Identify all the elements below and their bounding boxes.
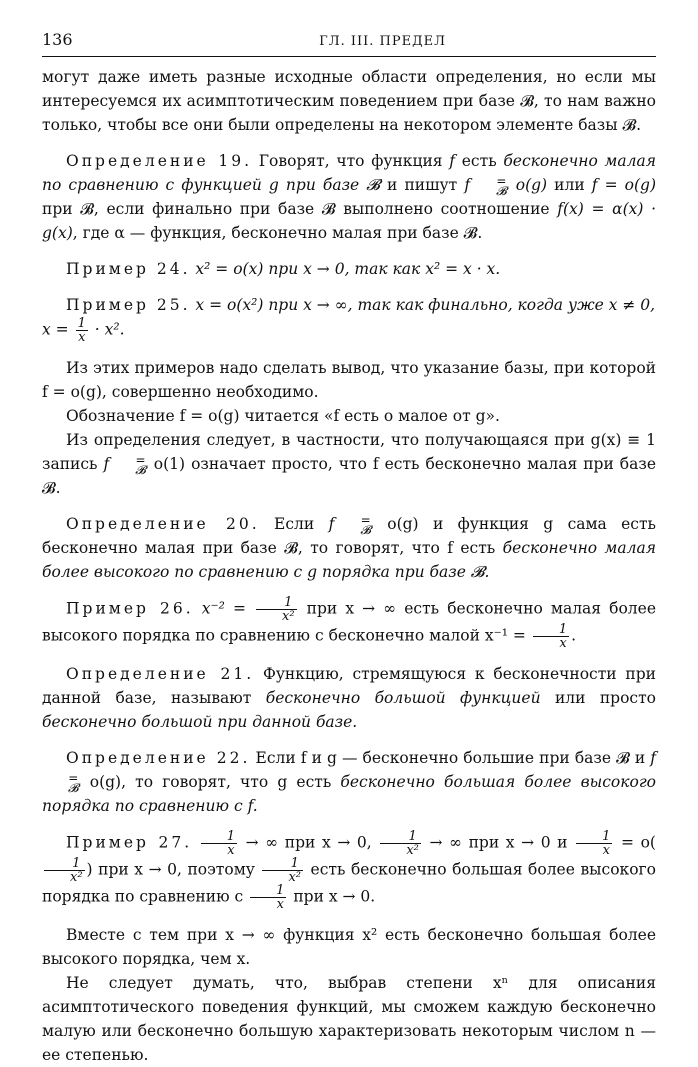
equals-under-base: = 𝓑 bbox=[135, 453, 146, 477]
fraction: $\frac{1}{\text{x²}}$ bbox=[262, 857, 303, 884]
fraction: $\frac{1}{x}$ bbox=[201, 830, 237, 857]
definition-20: Определение 20. Если f = 𝓑 o(g) и функция g сама есть бесконечно малая при базе 𝓑, то говорят, что f есть бесконечно малая более высокого по сравнению с g порядка при базе 𝓑. bbox=[42, 513, 656, 581]
paragraph-definition-consequence: Из определения следует, в частности, что получающаяся при g(x) ≡ 1 запись f = 𝓑 o(1) означает просто, что f есть бесконечно малая при базе 𝓑. bbox=[42, 431, 656, 497]
paragraph-continuation: могут даже иметь разные исходные области определения, но если мы интересуемся их асимптотическим поведением при базе 𝓑, то нам важно только, чтобы все они были определены на некотором элементе базы 𝓑. bbox=[42, 68, 656, 134]
equals-under-base: = 𝓑 bbox=[496, 174, 507, 198]
definition-label: Определение 19. bbox=[66, 152, 253, 170]
definition-term: бесконечно малая по сравнению с функцией g при базе 𝓑 bbox=[42, 152, 656, 194]
fraction: $\frac{1}{x}$ bbox=[250, 884, 286, 911]
fraction: $\frac{1}{\text{x²}}$ bbox=[44, 857, 85, 884]
equals-under-base: = 𝓑 bbox=[360, 513, 371, 537]
definition-19: Определение 19. Говорят, что функция f есть бесконечно малая по сравнению с функцией g при базе 𝓑 и пишут f = 𝓑 o(g) или f = o(g) при 𝓑, если финально при базе 𝓑 выполнено соотношение f(x) = α(x) · g(x), где α — функция, бесконечно малая при базе 𝓑. bbox=[42, 152, 657, 242]
fraction: $\frac{1}{x}$ bbox=[77, 316, 86, 345]
example-25-formula: x = $\frac{1}{x}$ · x². bbox=[42, 316, 125, 345]
definition-label: Определение 20. bbox=[66, 515, 260, 533]
paragraph-last: Не следует думать, что, выбрав степени xⁿ для описания асимптотического поведения функций, мы сможем каждую бесконечно малую или бесконечно большую характеризовать некоторым числом n — ее степенью. bbox=[42, 974, 656, 1064]
page-header bbox=[42, 28, 656, 56]
book-page bbox=[42, 28, 656, 1067]
example-label: Пример 25. bbox=[66, 296, 191, 314]
example-label: Пример 27. bbox=[66, 833, 193, 852]
paragraph-examples-conclusion: Из этих примеров надо сделать вывод, что указание базы, при которой f = o(g), совершенно необходимо. bbox=[42, 359, 656, 401]
paragraph-notation: Обозначение f = o(g) читается «f есть о малое от g». bbox=[66, 407, 500, 425]
definition-term: бесконечно большой функцией bbox=[265, 689, 541, 707]
example-25: Пример 25. x = o(x²) при x → ∞, так как финально, когда уже x ≠ 0, bbox=[66, 296, 656, 314]
definition-term: бесконечно большая более высокого порядка по сравнению с f. bbox=[42, 773, 656, 815]
definition-term: бесконечно малая более высокого по сравнению с g порядка при базе 𝓑. bbox=[42, 539, 656, 581]
definition-label: Определение 21. bbox=[66, 665, 255, 683]
definition-label: Определение 22. bbox=[66, 749, 251, 767]
fraction: $\frac{1}{\text{x²}}$ bbox=[380, 830, 421, 857]
example-label: Пример 24. bbox=[66, 260, 191, 278]
example-26: Пример 26. x⁻² = $\frac{1}{\text{x²}}$ при x → ∞ есть бесконечно малая более высокого порядка по сравнению с бесконечно малой x⁻¹ = $\frac{1}{x}$ . bbox=[42, 595, 656, 651]
equals-under-base: = 𝓑 bbox=[68, 771, 79, 795]
example-27: Пример 27. $\frac{1}{x}$ → ∞ при x → 0, $\frac{1}{\text{x²}}$ → ∞ при x → 0 и $\frac{1}{x}$ = o( $\frac{1}{\text{x²}}$ ) при x → 0, поэтому $\frac{1}{\text{x²}}$ есть бесконечно большая более высокого порядка по сравнению с $\frac{1}{x}$ при x → 0. bbox=[42, 829, 657, 912]
fraction: $\frac{1}{x}$ bbox=[533, 623, 569, 650]
definition-21: Определение 21. Функцию, стремящуюся к бесконечности при данной базе, называют бесконечно большой функцией или просто бесконечно большой при данной базе. bbox=[42, 665, 656, 731]
fraction: $\frac{1}{\text{x²}}$ bbox=[256, 596, 297, 623]
example-24: Пример 24. x² = o(x) при x → 0, так как x² = x · x. bbox=[66, 260, 501, 278]
definition-term: бесконечно большой при данной базе. bbox=[42, 713, 358, 731]
definition-22: Определение 22. Если f и g — бесконечно большие при базе 𝓑 и f = 𝓑 o(g), то говорят, что g есть бесконечно большая более высокого порядка по сравнению с f. bbox=[42, 749, 656, 815]
fraction: $\frac{1}{x}$ bbox=[576, 830, 612, 857]
page-number: 136 bbox=[42, 30, 73, 49]
paragraph-together: Вместе с тем при x → ∞ функция x² есть бесконечно большая более высокого порядка, чем x. bbox=[42, 926, 656, 968]
header-rule bbox=[42, 56, 656, 57]
example-label: Пример 26. bbox=[66, 599, 194, 618]
running-title: ГЛ. III. ПРЕДЕЛ bbox=[319, 34, 446, 49]
